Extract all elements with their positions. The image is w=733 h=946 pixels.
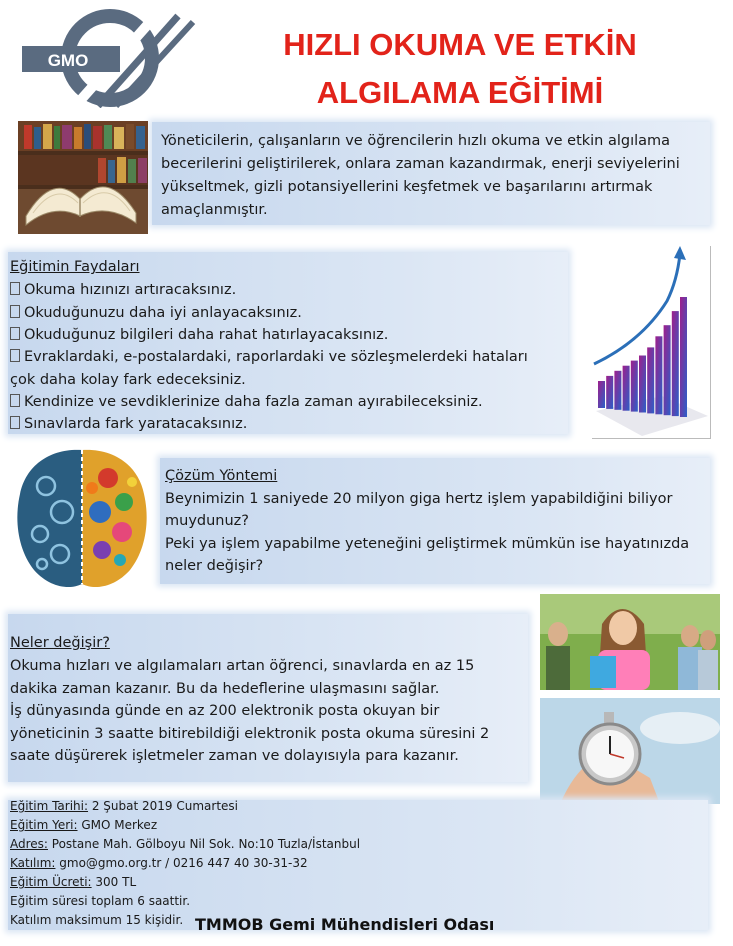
intro-line: amaçlanmıştır. [161, 202, 268, 218]
event-fee: Eğitim Ücreti: 300 TL [10, 875, 137, 889]
brain-image [12, 442, 152, 594]
growth-bar [664, 325, 671, 415]
checkbox-icon [10, 416, 20, 429]
footer-org: TMMOB Gemi Mühendisleri Odası [195, 915, 495, 934]
event-contact: Katılım: gmo@gmo.org.tr / 0216 447 40 30-31-32 [10, 856, 308, 870]
growth-bar [647, 347, 654, 413]
event-place: Eğitim Yeri: GMO Merkez [10, 818, 158, 832]
solution-heading: Çözüm Yöntemi [165, 468, 278, 484]
logo-text: GMO [47, 51, 89, 70]
intro-line: Yöneticilerin, çalışanların ve öğrencilerin hızlı okuma ve etkin algılama [161, 133, 671, 149]
growth-bar [623, 366, 630, 411]
page-title-line2: ALGILAMA EĞİTİMİ [316, 75, 604, 110]
growth-bar [614, 371, 621, 410]
growth-bar [639, 356, 646, 413]
books-image [18, 121, 148, 234]
event-capacity: Katılım maksimum 15 kişidir. [10, 913, 184, 927]
checkbox-icon [10, 327, 20, 340]
gmo-logo [18, 8, 196, 108]
growth-bar [631, 361, 638, 412]
stopwatch-photo [540, 698, 720, 804]
changes-heading: Neler değişir? [10, 635, 110, 651]
students-photo [540, 594, 720, 690]
growth-bar [606, 376, 613, 409]
intro-line: becerilerini geliştirilerek, onlara zaman kazandırmak, enerji seviyelerini [161, 156, 680, 172]
solution-line: muydunuz? [165, 513, 249, 529]
checkbox-icon [10, 349, 20, 362]
benefit-item-continuation: çok daha kolay fark edeceksiniz. [10, 372, 246, 388]
checkbox-icon [10, 282, 20, 295]
solution-line: Peki ya işlem yapabilme yeteneğini geliştirmek mümkün ise hayatınızda [165, 536, 690, 552]
event-duration: Eğitim süresi toplam 6 saattir. [10, 894, 191, 908]
changes-line: İş dünyasında günde en az 200 elektronik posta okuyan bir [10, 703, 440, 719]
checkbox-icon [10, 305, 20, 318]
page-title-line1: HIZLI OKUMA VE ETKİN [283, 27, 637, 62]
benefit-item: Kendinize ve sevdiklerinize daha fazla zaman ayırabileceksiniz. [10, 391, 483, 414]
benefit-item: Evraklardaki, e-postalardaki, raporlardaki ve sözleşmelerdeki hataları [10, 346, 528, 369]
changes-line: Okuma hızları ve algılamaları artan öğrenci, sınavlarda en az 15 [10, 658, 475, 674]
event-date: Eğitim Tarihi: 2 Şubat 2019 Cumartesi [10, 799, 238, 813]
solution-line: Beynimizin 1 saniyede 20 milyon giga hertz işlem yapabildiğini biliyor [165, 491, 673, 507]
growth-chart-icon [592, 246, 711, 439]
event-address: Adres: Postane Mah. Gölboyu Nil Sok. No:10 Tuzla/İstanbul [10, 837, 361, 851]
benefits-heading: Eğitimin Faydaları [10, 259, 140, 275]
benefit-item: Okuduğunuz bilgileri daha rahat hatırlayacaksınız. [10, 324, 388, 347]
growth-bar [672, 311, 679, 416]
growth-bar [655, 336, 662, 414]
changes-line: dakika zaman kazanır. Bu da hedeflerine ulaşmasını sağlar. [10, 681, 440, 697]
benefit-item: Okuduğunuzu daha iyi anlayacaksınız. [10, 302, 302, 325]
benefit-item: Okuma hızınızı artıracaksınız. [10, 279, 236, 302]
checkbox-icon [10, 394, 20, 407]
growth-bar [680, 297, 687, 417]
changes-line: yöneticinin 3 saatte bitirebildiği elektronik posta okuma süresini 2 [10, 726, 490, 742]
benefit-item: Sınavlarda fark yaratacaksınız. [10, 413, 247, 436]
changes-line: saate düşürerek işletmeler zaman ve dolayısıyla para kazanır. [10, 748, 459, 764]
solution-line: neler değişir? [165, 558, 264, 574]
growth-bar [598, 381, 605, 408]
intro-line: yükseltmek, gizli potansiyellerini keşfetmek ve başarılarını artırmak [161, 179, 653, 195]
